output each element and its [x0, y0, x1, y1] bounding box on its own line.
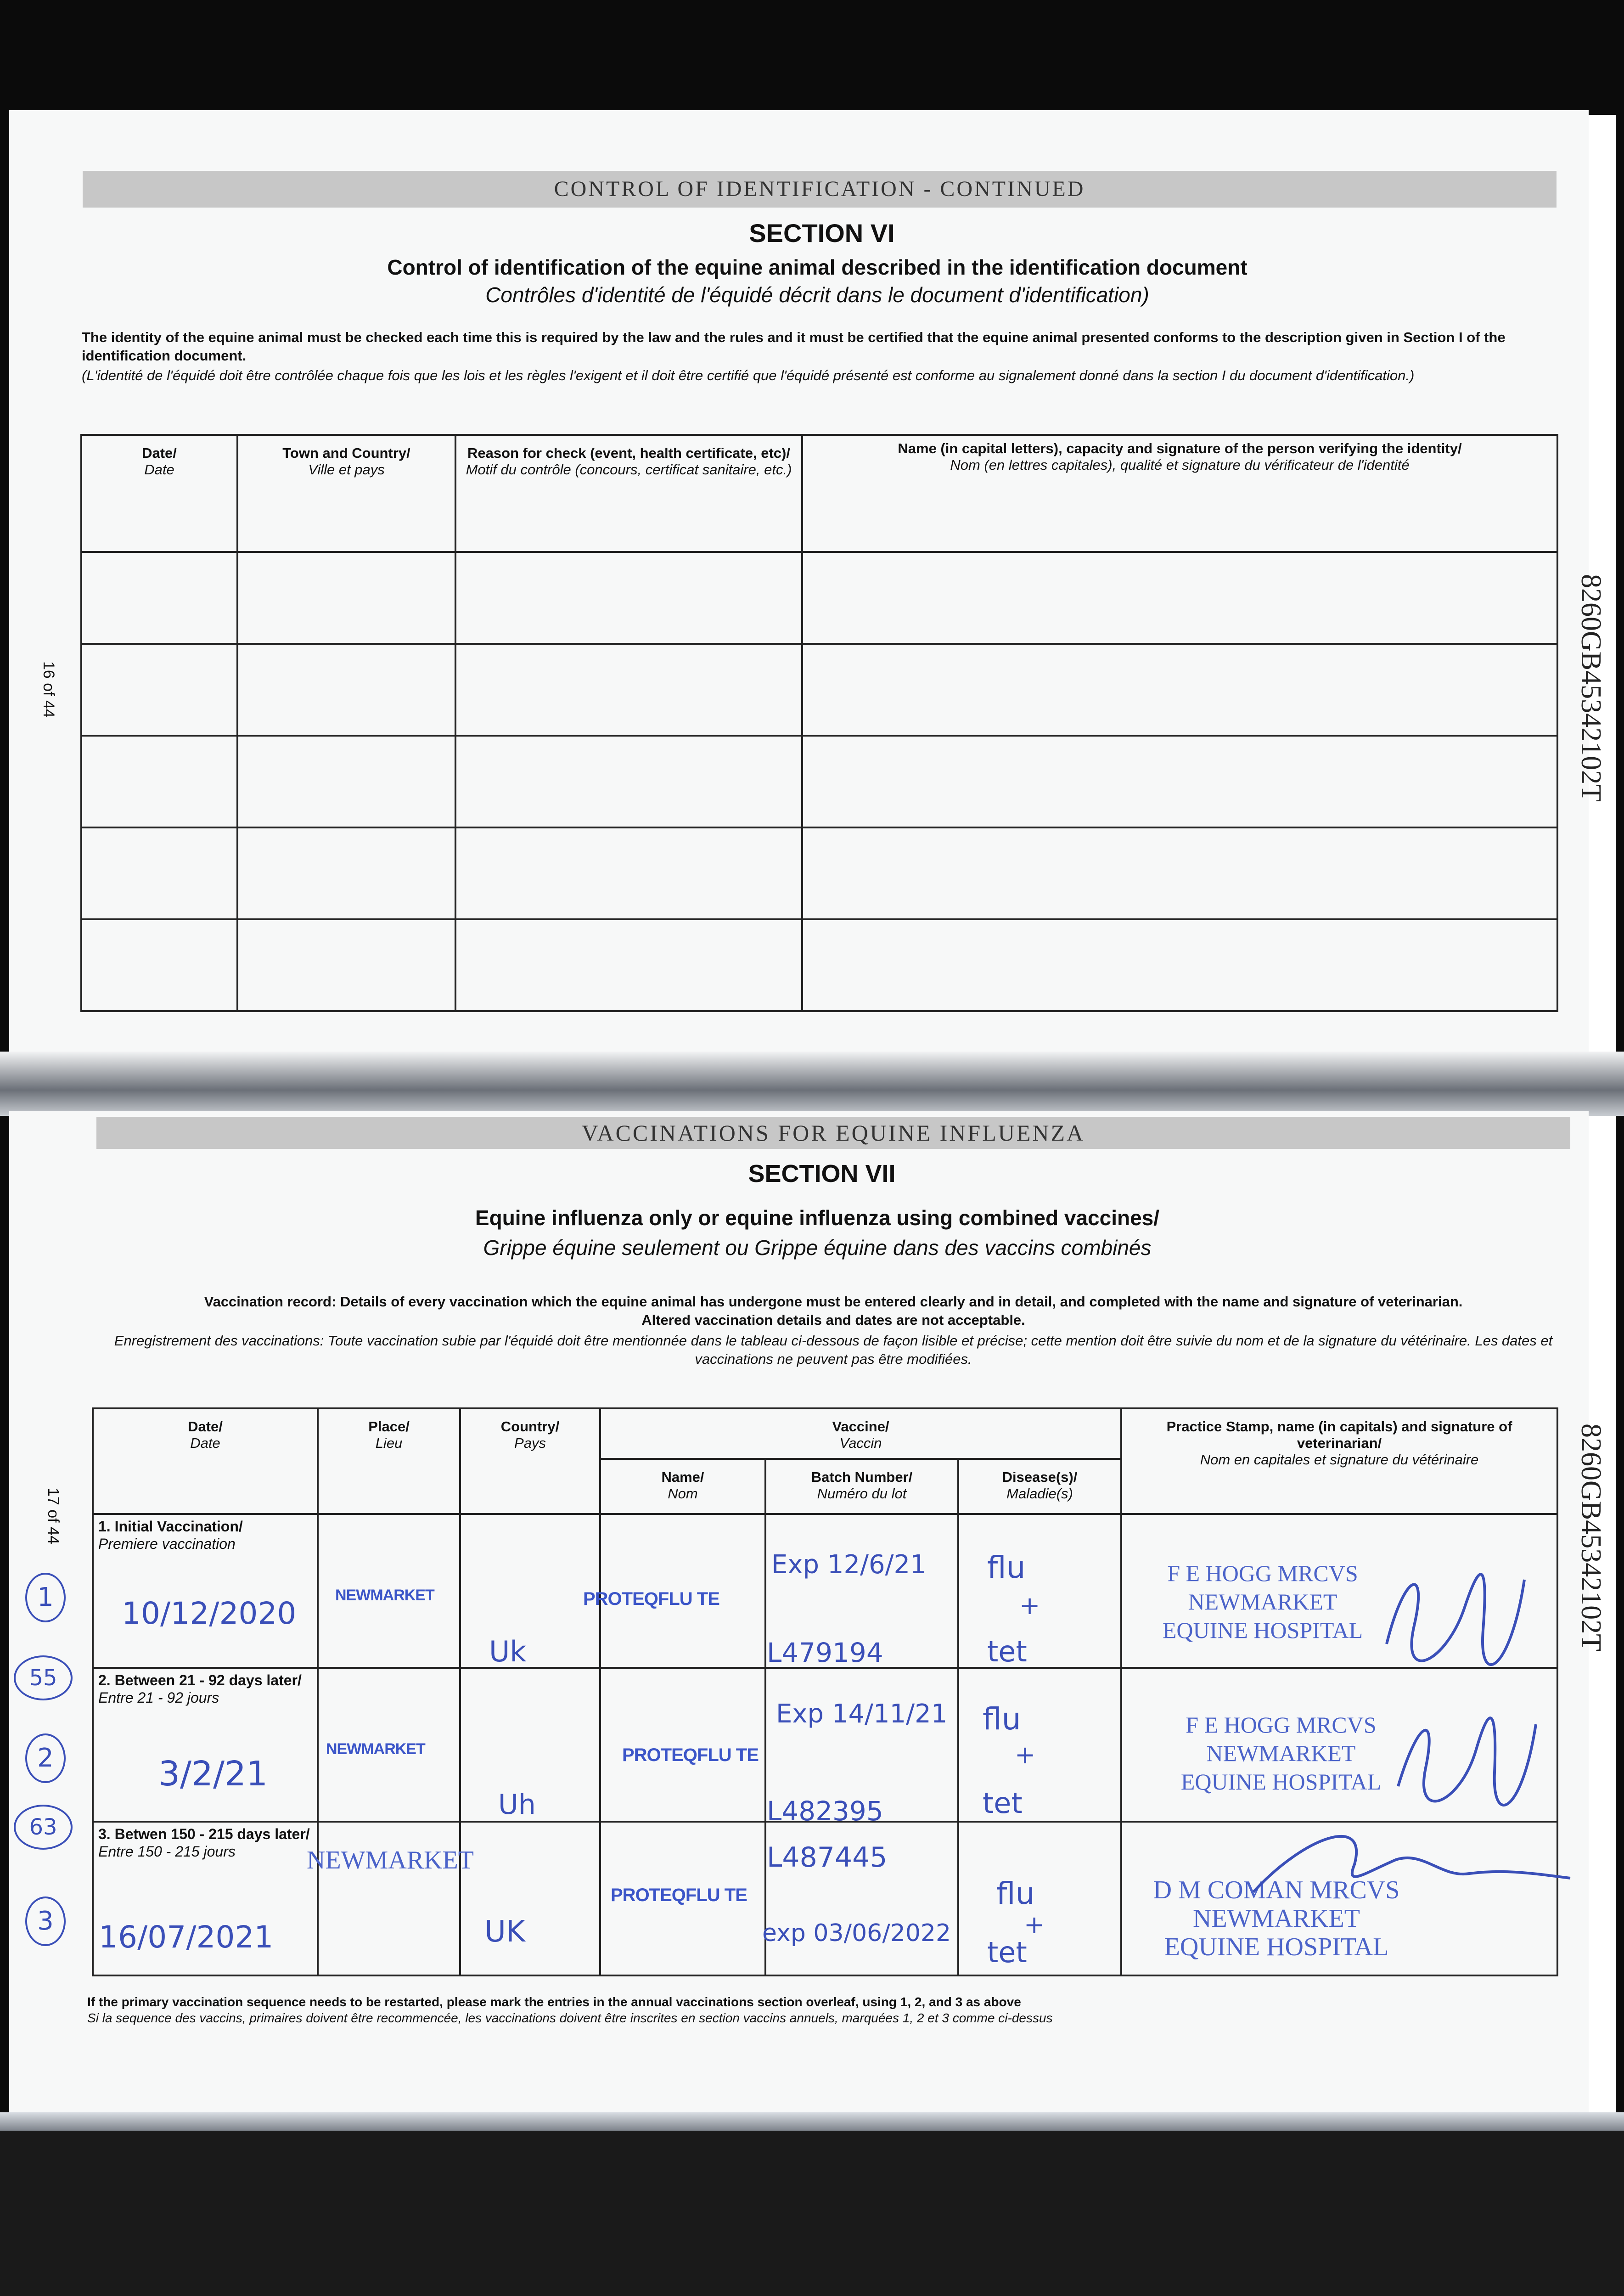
col-country: Country/ Pays: [460, 1408, 600, 1514]
col-date: Date/ Date: [81, 435, 237, 552]
col-date: Date/ Date: [93, 1408, 318, 1514]
record-en: Vaccination record: Details of every vaccination which the equine animal has undergone must be entered clearly and in detail, and completed with the name and signature of veterinarian.: [204, 1294, 1463, 1310]
disease-tet: tet: [983, 1786, 1023, 1820]
vaccination-date: 3/2/21: [158, 1754, 268, 1794]
place-stamp: NEWMARKET: [326, 1740, 425, 1758]
record-fr: Enregistrement des vaccinations: Toute vaccination subie par l'équidé doit être mentionnée dans le tableau ci-dessous de façon lisible et précise; cette mention doit être suivie du nom et de la signature du vétérinaire. Les dates et vaccinations ne peuvent pas être modifiées.: [114, 1333, 1553, 1367]
disease-plus: +: [1024, 1910, 1045, 1939]
disease-flu: flu: [987, 1550, 1026, 1585]
identity-check-table: [80, 434, 1558, 1012]
col-stamp: Practice Stamp, name (in capitals) and signature of veterinarian/ Nom en capitales et signature du vétérinaire: [1121, 1408, 1557, 1514]
scan-border-top: [0, 0, 1624, 115]
intro-en: The identity of the equine animal must be checked each time this is required by the law and the rules and it must be certified that the equine animal presented conforms to the description given in Section I of the identification document.: [82, 329, 1506, 364]
country: Uh: [498, 1789, 536, 1821]
row-number-circle: 1: [25, 1573, 66, 1622]
margin-note: 63: [14, 1805, 73, 1850]
disease-plus: +: [1019, 1591, 1040, 1620]
practice-stamp: F E HOGG MRCVS NEWMARKET EQUINE HOSPITAL: [1180, 1712, 1382, 1795]
col-verifier: Name (in capital letters), capacity and signature of the person verifying the identity/ Nom (en lettres capitales), qualité et signature du vérificateur de l'identité: [802, 435, 1557, 552]
col-vaccine: Vaccine/ Vaccin: [600, 1408, 1121, 1459]
col-reason: Reason for check (event, health certificate, etc)/ Motif du contrôle (concours, certificat sanitaire, etc.): [455, 435, 802, 552]
table-row: [81, 552, 1557, 644]
section-title: SECTION VI: [749, 219, 895, 248]
scan-border-bottom: [0, 2131, 1624, 2296]
record-en-2: Altered vaccination details and dates are not acceptable.: [641, 1312, 1025, 1328]
disease-flu: flu: [983, 1701, 1021, 1737]
section-title: SECTION VII: [748, 1160, 896, 1187]
title-en: Equine influenza only or equine influenza using combined vaccines/: [475, 1206, 1160, 1230]
side-code: 8260GB45342102T: [1575, 1424, 1607, 1651]
disease-tet: tet: [987, 1635, 1027, 1668]
vaccine-name-stamp: PROTEQFLU TE: [622, 1745, 759, 1765]
row-number-circle: 2: [25, 1733, 66, 1783]
footer-en: If the primary vaccination sequence needs to be restarted, please mark the entries in the annual vaccinations section overleaf, using 1, 2, and 3 as above: [87, 1995, 1021, 2009]
place-stamp: NEWMARKET: [335, 1587, 434, 1604]
place-stamp: NEWMARKET: [307, 1846, 474, 1874]
row-number-circle: 3: [25, 1896, 66, 1946]
vaccination-date: 10/12/2020: [122, 1596, 297, 1631]
table-header-row: [81, 435, 1557, 552]
batch-expiry: Exp 12/6/21: [771, 1550, 927, 1580]
vet-signature: [1391, 1699, 1543, 1814]
disease-flu: flu: [996, 1876, 1035, 1911]
col-batch: Batch Number/ Numéro du lot: [765, 1459, 958, 1514]
footer-fr: Si la sequence des vaccins, primaires doivent être recommencée, les vaccinations doivent être inscrites en section vaccins annuels, marquées 1, 2 et 3 comme ci-dessus: [87, 2011, 1053, 2025]
table-row: [81, 919, 1557, 1011]
page-number: 16 of 44: [40, 661, 57, 718]
batch-number: L479194: [767, 1637, 883, 1668]
country: UK: [484, 1915, 525, 1949]
page-number: 17 of 44: [45, 1488, 62, 1544]
side-code: 8260GB45342102T: [1575, 574, 1607, 802]
country: Uk: [489, 1635, 527, 1668]
vaccine-name-stamp: PROTEQFLU TE: [583, 1589, 719, 1609]
table-row: [81, 827, 1557, 919]
col-vaccine-name: Name/ Nom: [600, 1459, 765, 1514]
disease-tet: tet: [987, 1936, 1027, 1969]
batch-expiry: Exp 14/11/21: [776, 1699, 948, 1729]
vaccination-date: 16/07/2021: [99, 1919, 274, 1955]
practice-stamp: D M COMAN MRCVS NEWMARKET EQUINE HOSPITAL: [1153, 1876, 1400, 1961]
col-disease: Disease(s)/ Maladie(s): [958, 1459, 1121, 1514]
scan-border-left: [0, 0, 9, 2296]
section-banner: CONTROL OF IDENTIFICATION - CONTINUED: [83, 171, 1557, 208]
title-fr: Contrôles d'identité de l'équidé décrit dans le document d'identification): [485, 283, 1149, 307]
vaccine-header-row: [93, 1408, 1557, 1459]
batch-number: L487445: [767, 1841, 888, 1874]
vet-signature: [1249, 1809, 1579, 1910]
batch-number: L482395: [767, 1795, 883, 1827]
row-label: 1. Initial Vaccination/ Premiere vaccination: [93, 1514, 318, 1668]
col-town: Town and Country/ Ville et pays: [237, 435, 455, 552]
vaccine-name-stamp: PROTEQFLU TE: [611, 1885, 747, 1905]
title-en: Control of identification of the equine animal described in the identification document: [387, 255, 1248, 279]
disease-plus: +: [1015, 1740, 1036, 1769]
practice-stamp: F E HOGG MRCVS NEWMARKET EQUINE HOSPITAL: [1162, 1560, 1363, 1643]
vet-signature: [1377, 1552, 1534, 1671]
title-fr: Grippe équine seulement ou Grippe équine dans des vaccins combinés: [483, 1236, 1152, 1260]
table-row: [81, 736, 1557, 827]
intro-fr: (L'identité de l'équidé doit être contrôlée chaque fois que les lois et les règles l'exigent et il doit être certifié que l'équidé présenté est conforme au signalement donné dans la section I du document d'identification.): [82, 367, 1415, 383]
batch-expiry: exp 03/06/2022: [762, 1919, 951, 1947]
book-spine: [0, 1052, 1624, 1116]
row-label: 3. Betwen 150 - 215 days later/ Entre 150 - 215 jours: [93, 1822, 318, 1975]
col-place: Place/ Lieu: [318, 1408, 460, 1514]
row-label: 2. Between 21 - 92 days later/ Entre 21 - 92 jours: [93, 1668, 318, 1822]
margin-note: 55: [14, 1655, 73, 1700]
table-row: [81, 644, 1557, 736]
section-banner: VACCINATIONS FOR EQUINE INFLUENZA: [96, 1117, 1570, 1149]
